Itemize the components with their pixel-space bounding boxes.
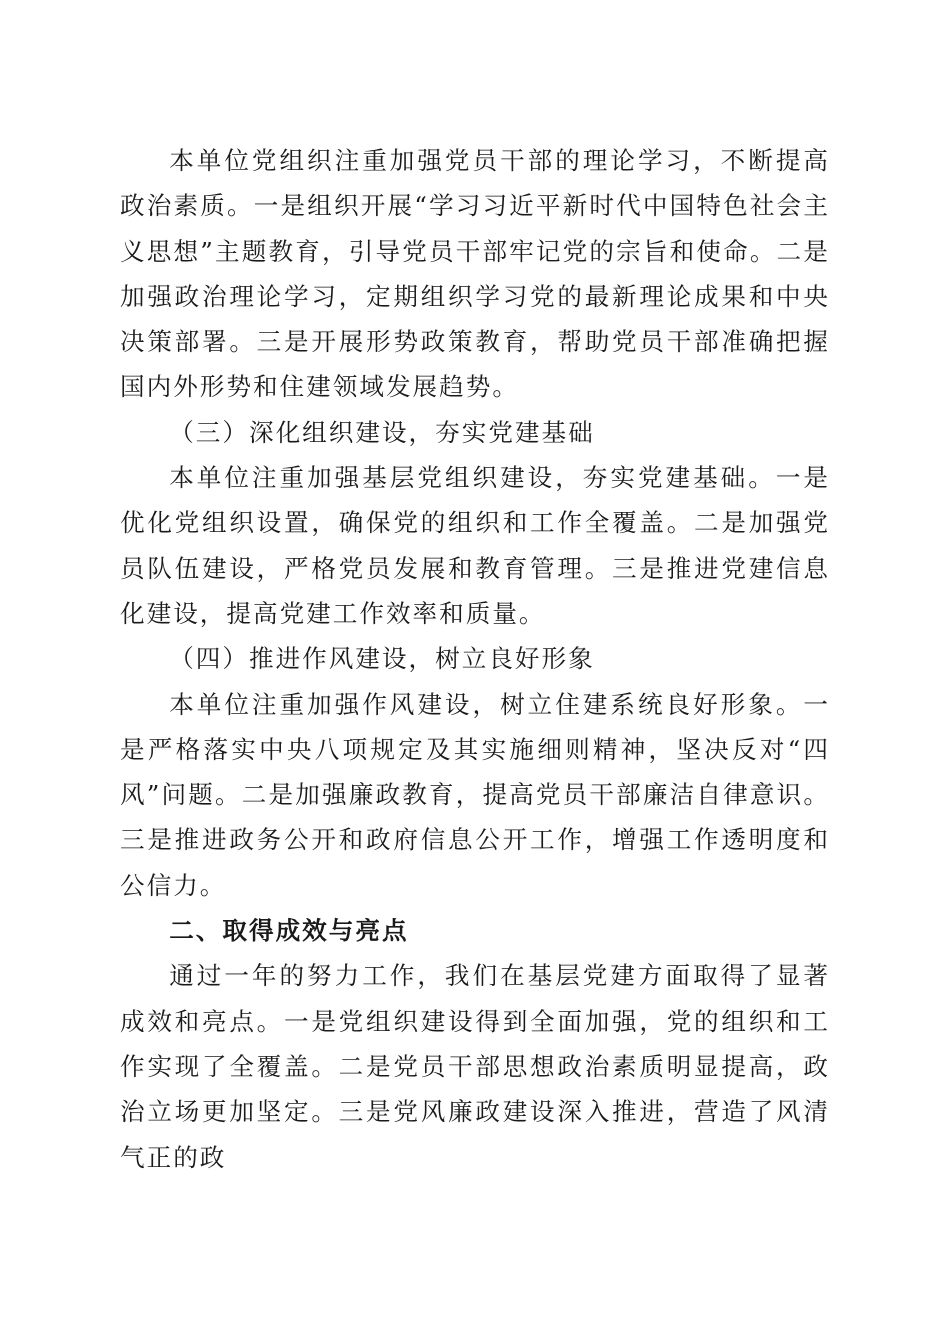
subheading-organization-building: （三）深化组织建设，夯实党建基础 (169, 417, 595, 447)
paragraph-theory-study: 本单位党组织注重加强党员干部的理论学习，不断提高政治素质。一是组织开展“学习习近平新时代中国特色社会主义思想”主题教育，引导党员干部牢记党的宗旨和使命。二是加强政治理论学习，定期组织学习党的最新理论成果和中央决策部署。三是开展形势政策教育，帮助党员干部准确把握国内外形势和住建领域发展趋势。 (120, 146, 830, 402)
paragraph-achievements: 通过一年的努力工作，我们在基层党建方面取得了显著成效和亮点。一是党组织建设得到全面加强，党的组织和工作实现了全覆盖。二是党员干部思想政治素质明显提高，政治立场更加坚定。三是党风廉政建设深入推进，营造了风清气正的政 (120, 961, 830, 1172)
paragraph-organization-building: 本单位注重加强基层党组织建设，夯实党建基础。一是优化党组织设置，确保党的组织和工作全覆盖。二是加强党员队伍建设，严格党员发展和教育管理。三是推进党建信息化建设，提高党建工作效率和质量。 (120, 463, 830, 628)
document-page (120, 138, 830, 1180)
section-heading-achievements: 二、取得成效与亮点 (169, 916, 409, 946)
subheading-work-style: （四）推进作风建设，树立良好形象 (169, 644, 595, 674)
paragraph-work-style: 本单位注重加强作风建设，树立住建系统良好形象。一是严格落实中央八项规定及其实施细则精神，坚决反对“四风”问题。二是加强廉政教育，提高党员干部廉洁自律意识。三是推进政务公开和政府信息公开工作，增强工作透明度和公信力。 (120, 689, 830, 900)
